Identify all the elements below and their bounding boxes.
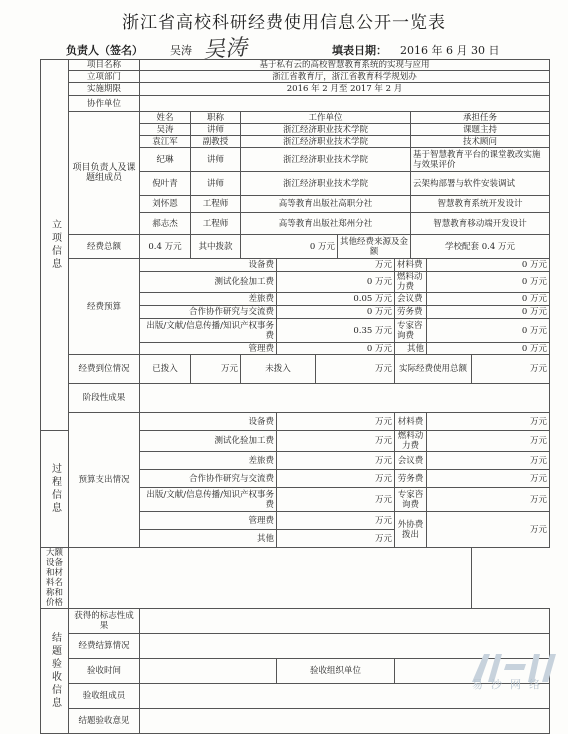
member-task: 智慧教育移动端开发设计 [411,213,550,235]
fill-date-label: 填表日期： [332,44,387,57]
dept-value: 浙江省教育厅，浙江省教育科学规划办 [140,71,550,83]
section-establish: 立项信息 [41,60,69,431]
budget-amount: 0 万元 [427,259,550,272]
expense-amount: 万元 [277,530,395,548]
members-header-task: 承担任务 [411,112,550,124]
other-funding-label: 其他经费来源及金额 [338,235,411,259]
member-name: 纪琳 [140,148,191,172]
signature-row [0,35,568,64]
budget-amount: 0 万元 [427,319,550,343]
partner-value [140,96,550,112]
expense-item: 专家咨询费 [395,488,427,512]
expense-amount: 万元 [427,431,550,452]
expense-amount: 万元 [427,413,550,431]
acceptance-opinion-label: 结题验收意见 [69,709,140,734]
acceptance-time-label: 验收时间 [69,659,140,684]
members-header-title: 职称 [191,112,241,124]
section-process: 过程信息 [41,431,69,548]
achievements-value [140,609,550,634]
expense-item: 测试化验加工费 [140,431,277,452]
budget-item: 设备费 [140,259,277,272]
budget-amount: 0 万元 [277,306,395,319]
member-name: 袁江军 [140,136,191,148]
dept-label: 立项部门 [69,71,140,83]
arrival-label: 经费到位情况 [69,355,140,384]
fill-date: 2016 年 6 月 30 日 [400,44,500,57]
pending-label: 未拨入 [241,355,316,384]
acceptance-members-label: 验收组成员 [69,684,140,709]
members-header-unit: 工作单位 [241,112,411,124]
budget-label: 经费预算 [69,259,140,355]
received-label: 已拨入 [140,355,191,384]
achievements-label: 获得的标志性成果 [69,609,140,634]
responsible-label: 负责人（签名） [66,44,143,57]
member-name: 倪叶青 [140,172,191,196]
total-funding: 0.4 万元 [140,235,191,259]
acceptance-org-label: 验收组织单位 [277,659,395,684]
member-unit: 高等教育出版社高职分社 [241,196,411,213]
budget-item: 管理费 [140,343,277,355]
budget-item: 测试化验加工费 [140,272,277,293]
responsible-name: 吴涛 [170,44,192,57]
member-name: 刘怀恩 [140,196,191,213]
expense-amount: 万元 [277,431,395,452]
equipment-label: 大额设备和材料名称和价格 [41,548,69,609]
allocated-value: 0 万元 [241,235,338,259]
budget-item: 燃料动力费 [395,272,427,293]
pending-unit: 万元 [316,355,395,384]
allocated-label: 其中拨款 [191,235,241,259]
member-task: 课题主持 [411,124,550,136]
other-funding: 学校配套 0.4 万元 [411,235,550,259]
budget-amount: 0 万元 [427,306,550,319]
member-task: 云架构部署与软件安装调试 [411,172,550,196]
budget-item: 劳务费 [395,306,427,319]
member-unit: 高等教育出版社郑州分社 [241,213,411,235]
member-unit: 浙江经济职业技术学院 [241,148,411,172]
expenditure-label: 预算支出情况 [69,413,140,548]
expense-amount: 万元 [277,488,395,512]
received-unit: 万元 [191,355,241,384]
member-title: 工程师 [191,196,241,213]
period-value: 2016 年 2 月至 2017 年 2 月 [140,83,550,96]
member-task: 基于智慧教育平台的课堂教改实施与效果评价 [411,148,550,172]
page-title: 浙江省高校科研经费使用信息公开一览表 [122,13,446,33]
outcomes-value [140,384,550,413]
info-table [40,59,550,734]
expense-item: 材料费 [395,413,427,431]
member-task: 技术顾问 [411,136,550,148]
actual-total-unit: 万元 [472,355,550,384]
expense-amount: 万元 [427,470,550,488]
expense-item: 合作协作研究与交流费 [140,470,277,488]
members-header-name: 姓名 [140,112,191,124]
acceptance-opinion-value [140,709,550,734]
budget-item: 差旅费 [140,293,277,306]
budget-amount: 0.05 万元 [277,293,395,306]
member-title: 讲师 [191,172,241,196]
member-title: 讲师 [191,148,241,172]
expense-item: 劳务费 [395,470,427,488]
expense-item: 设备费 [140,413,277,431]
member-title: 工程师 [191,213,241,235]
budget-item: 专家咨询费 [395,319,427,343]
budget-item: 其他 [395,343,427,355]
expense-amount: 万元 [427,512,550,548]
budget-item: 材料费 [395,259,427,272]
expense-amount: 万元 [427,452,550,470]
budget-amount: 0 万元 [277,343,395,355]
outcomes-label: 阶段性成果 [69,384,140,413]
member-title: 讲师 [191,124,241,136]
section-conclusion: 结题验收信息 [41,609,69,734]
settlement-label: 经费结算情况 [69,634,140,659]
expense-amount: 万元 [277,470,395,488]
member-unit: 浙江经济职业技术学院 [241,136,411,148]
member-name: 郝志杰 [140,213,191,235]
expense-item: 燃料动力费 [395,431,427,452]
equipment-value [69,548,472,609]
budget-item: 合作协作研究与交流费 [140,306,277,319]
budget-amount: 万元 [277,259,395,272]
expense-amount: 万元 [427,488,550,512]
actual-total-label: 实际经费使用总额 [395,355,472,384]
watermark-text: 易沙网络 [472,678,548,691]
project-name: 基于私有云的高校智慧教育系统的实现与应用 [140,60,550,71]
member-unit: 浙江经济职业技术学院 [241,124,411,136]
budget-amount: 0 万元 [427,293,550,306]
expense-amount: 万元 [277,413,395,431]
members-label: 项目负责人及课题组成员 [69,112,140,235]
partner-label: 协作单位 [69,96,140,112]
member-unit: 浙江经济职业技术学院 [241,172,411,196]
expense-item: 外协费拨出 [395,512,427,548]
member-title: 副教授 [191,136,241,148]
member-task: 智慧教育系统开发设计 [411,196,550,213]
handwritten-signature: 吴涛 [202,35,248,64]
budget-amount: 0 万元 [427,343,550,355]
acceptance-time-value [140,659,277,684]
period-label: 实施期限 [69,83,140,96]
expense-item: 其他 [140,530,277,548]
expense-item: 管理费 [140,512,277,530]
budget-item: 出版/文献/信息传播/知识产权事务费 [140,319,277,343]
expense-item: 差旅费 [140,452,277,470]
total-funding-label: 经费总额 [69,235,140,259]
budget-amount: 0 万元 [277,272,395,293]
expense-amount: 万元 [277,512,395,530]
member-name: 吴涛 [140,124,191,136]
expense-item: 出版/文献/信息传播/知识产权事务费 [140,488,277,512]
budget-amount: 0 万元 [427,272,550,293]
expense-amount: 万元 [277,452,395,470]
project-name-label: 项目名称 [69,60,140,71]
expense-item: 会议费 [395,452,427,470]
budget-amount: 0.35 万元 [277,319,395,343]
budget-item: 会议费 [395,293,427,306]
